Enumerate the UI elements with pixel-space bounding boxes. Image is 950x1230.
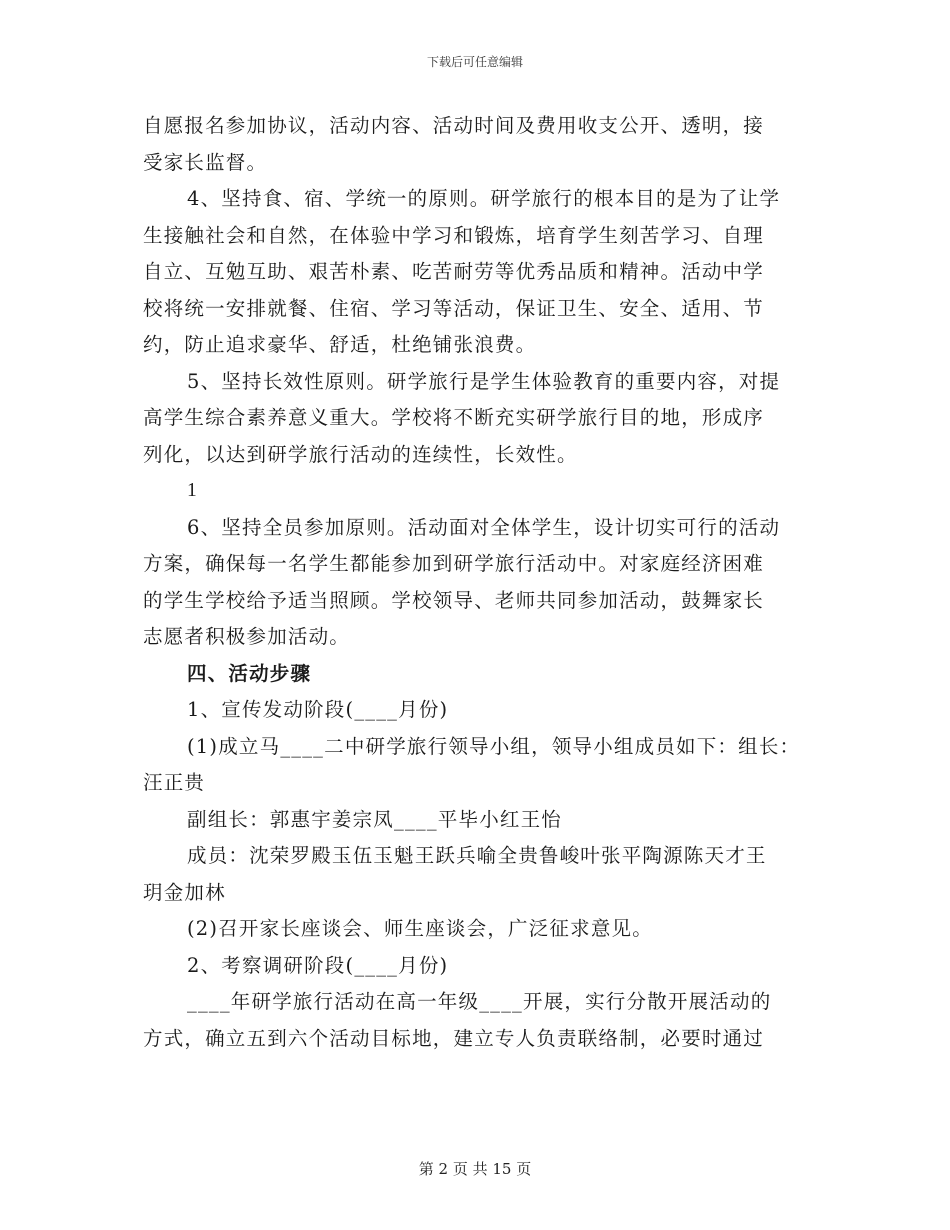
body-line: 生接触社会和自然，在体验中学习和锻炼，培育学生刻苦学习、自理: [143, 223, 765, 247]
body-line: 受家长监督。: [143, 150, 268, 174]
body-line: 约，防止追求豪华、舒适，杜绝铺张浪费。: [143, 333, 537, 356]
body-line: 志愿者积极参加活动。: [143, 625, 351, 648]
body-line: 副组长：郭惠宇姜宗凤____平毕小红王怡: [187, 807, 563, 831]
page-footer: 第 2 页 共 15 页: [418, 1160, 532, 1178]
body-line: 成员：沈荣罗殿玉伍玉魁王跃兵喻全贵鲁峻叶张平陶源陈天才王: [187, 844, 767, 867]
body-line: 高学生综合素养意义重大。学校将不断充实研学旅行目的地，形成序: [143, 406, 765, 429]
body-line: 玥金加林: [143, 880, 226, 904]
body-line: ____年研学旅行活动在高一年级____开展，实行分散开展活动的: [187, 990, 772, 1013]
principle-4-heading: 4、坚持食、宿、学统一的原则。研学旅行的根本目的是为了让学: [187, 187, 781, 210]
body-line: 自愿报名参加协议，活动内容、活动时间及费用收支公开、透明，接: [143, 114, 765, 137]
step-2-heading: 2、考察调研阶段(____月份): [187, 953, 449, 977]
body-line: 校将统一安排就餐、住宿、学习等活动，保证卫生、安全、适用、节: [143, 296, 765, 320]
body-line: (1)成立马____二中研学旅行领导小组，领导小组成员如下：组长：: [187, 734, 801, 758]
body-line: 汪正贵: [143, 771, 206, 794]
step-1-heading: 1、宣传发动阶段(____月份): [187, 698, 449, 721]
principle-6-heading: 6、坚持全员参加原则。活动面对全体学生，设计切实可行的活动: [187, 515, 781, 539]
document-body: [143, 108, 823, 1057]
page-header: 下载后可任意编辑: [426, 55, 523, 69]
body-line: 的学生学校给予适当照顾。学校领导、老师共同参加活动，鼓舞家长: [143, 588, 765, 612]
inline-page-number: 1: [187, 480, 198, 501]
section-heading: 四、活动步骤: [187, 661, 312, 685]
principle-5-heading: 5、坚持长效性原则。研学旅行是学生体验教育的重要内容，对提: [187, 369, 781, 393]
body-line: 方式，确立五到六个活动目标地，建立专人负责联络制，必要时通过: [143, 1026, 765, 1050]
body-line: 方案，确保每一名学生都能参加到研学旅行活动中。对家庭经济困难: [143, 552, 765, 575]
body-line: (2)召开家长座谈会、师生座谈会，广泛征求意见。: [187, 917, 653, 940]
body-line: 列化，以达到研学旅行活动的连续性，长效性。: [143, 442, 578, 466]
body-line: 自立、互勉互助、艰苦朴素、吃苦耐劳等优秀品质和精神。活动中学: [143, 260, 765, 283]
